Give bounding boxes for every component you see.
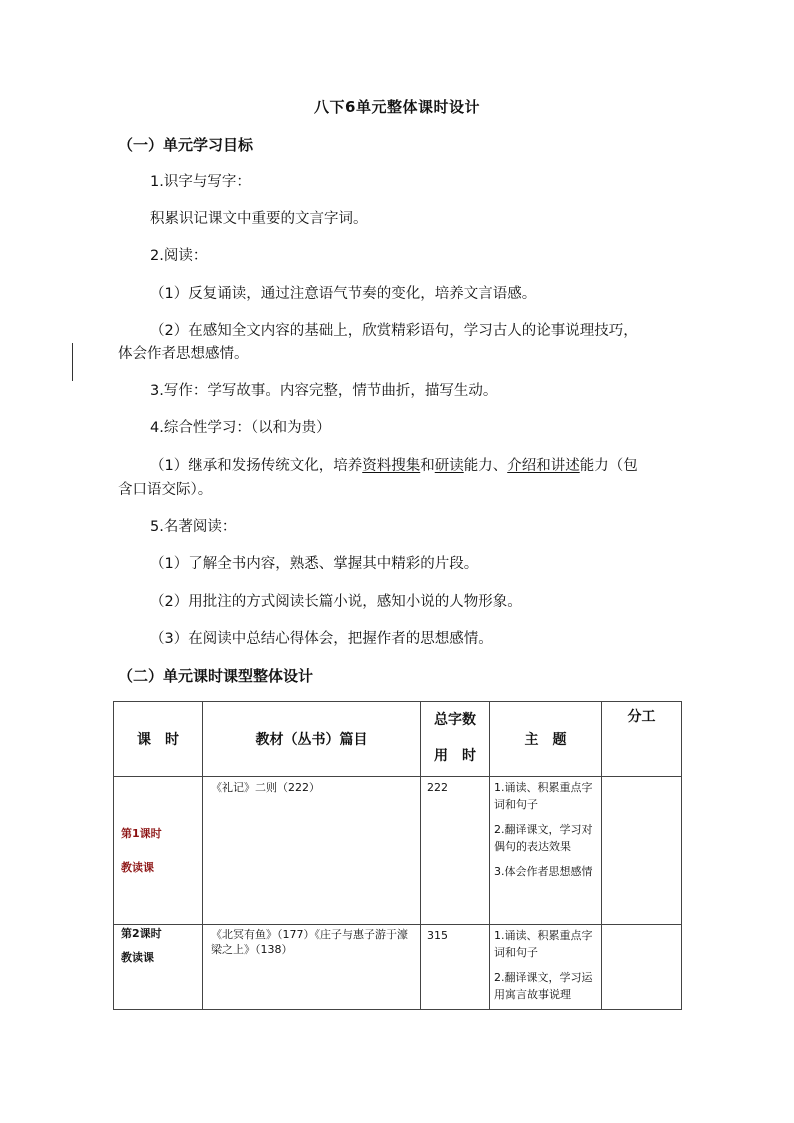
document-title: 八下6单元整体课时设计 bbox=[314, 98, 480, 116]
header-time: 用 时 bbox=[434, 748, 476, 764]
row2-topics bbox=[490, 925, 602, 1010]
header-material: 教材（丛书）篇目 bbox=[203, 702, 421, 777]
goal-4-1-d: 能力（包 bbox=[579, 458, 638, 474]
section2-heading: （二）单元课时课型整体设计 bbox=[118, 667, 314, 685]
header-period: 课 时 bbox=[114, 702, 203, 777]
goal-2-label: 2.阅读： bbox=[150, 248, 208, 264]
goal-4-1-line2: 含口语交际）。 bbox=[118, 482, 213, 498]
row1-period bbox=[114, 777, 203, 925]
row2-count: 315 bbox=[421, 925, 490, 1010]
goal-5-label: 5.名著阅读： bbox=[150, 519, 237, 535]
goal-4-1-underline-3: 介绍和讲述 bbox=[507, 458, 580, 474]
row2-period-line2: 教读课 bbox=[121, 951, 154, 964]
header-topic: 主 题 bbox=[490, 702, 602, 777]
goal-4-1-underline-2: 研读 bbox=[434, 458, 464, 474]
row2-period-line1: 第2课时 bbox=[121, 927, 162, 940]
goal-3: 3.写作：学写故事。内容完整，情节曲折，描写生动。 bbox=[150, 383, 498, 399]
table-row bbox=[114, 777, 682, 925]
row1-topic-2: 2.翻译课文，学习对偶句的表达效果 bbox=[494, 823, 593, 853]
row1-division bbox=[602, 777, 682, 925]
row1-topic-3: 3.体会作者思想感情 bbox=[494, 865, 593, 878]
goal-4-1-a: （1）继承和发扬传统文化，培养 bbox=[150, 458, 363, 474]
goal-2-1: （1）反复诵读，通过注意语气节奏的变化，培养文言语感。 bbox=[150, 286, 537, 302]
goal-4-1-c: 能力、 bbox=[463, 458, 508, 474]
row1-topic-1: 1.诵读、积累重点字词和句子 bbox=[494, 781, 593, 811]
row2-division bbox=[602, 925, 682, 1010]
lesson-plan-table bbox=[113, 701, 682, 1010]
header-count: 总字数 bbox=[434, 712, 476, 728]
goal-1-text: 积累识记课文中重要的文言字词。 bbox=[150, 211, 368, 227]
section1-heading: （一）单元学习目标 bbox=[118, 136, 254, 154]
row1-topics bbox=[490, 777, 602, 925]
header-division: 分工 bbox=[602, 702, 682, 777]
goal-5-3: （3）在阅读中总结心得体会，把握作者的思想感情。 bbox=[150, 631, 493, 647]
table-header-row bbox=[114, 702, 682, 777]
goal-2-2-line1: （2）在感知全文内容的基础上，欣赏精彩语句，学习古人的论事说理技巧， bbox=[150, 323, 638, 339]
goal-4-1-line1 bbox=[150, 455, 638, 477]
goal-4-label: 4.综合性学习：（以和为贵） bbox=[150, 420, 331, 436]
row1-material: 《礼记》二则（222） bbox=[203, 777, 421, 925]
goal-4-1-underline-1: 资料搜集 bbox=[362, 458, 421, 474]
goal-5-1: （1）了解全书内容，熟悉、掌握其中精彩的片段。 bbox=[150, 556, 479, 572]
goal-4-1-b: 和 bbox=[420, 458, 435, 474]
row1-period-line1: 第1课时 bbox=[121, 827, 162, 840]
row1-period-line2: 教读课 bbox=[121, 861, 154, 874]
goal-1-label: 1.识字与写字： bbox=[150, 174, 251, 190]
table-row bbox=[114, 925, 682, 1010]
row2-period bbox=[114, 925, 203, 1010]
goal-2-2-line2: 体会作者思想感情。 bbox=[118, 346, 249, 362]
row1-count: 222 bbox=[421, 777, 490, 925]
margin-marker bbox=[72, 343, 73, 381]
row2-topic-1: 1.诵读、积累重点字词和句子 bbox=[494, 929, 593, 959]
goal-5-2: （2）用批注的方式阅读长篇小说，感知小说的人物形象。 bbox=[150, 594, 522, 610]
header-count-time bbox=[421, 702, 490, 777]
row2-material: 《北冥有鱼》（177）《庄子与惠子游于濠梁之上》（138） bbox=[203, 925, 421, 1010]
row2-topic-2: 2.翻译课文，学习运用寓言故事说理 bbox=[494, 971, 593, 1001]
